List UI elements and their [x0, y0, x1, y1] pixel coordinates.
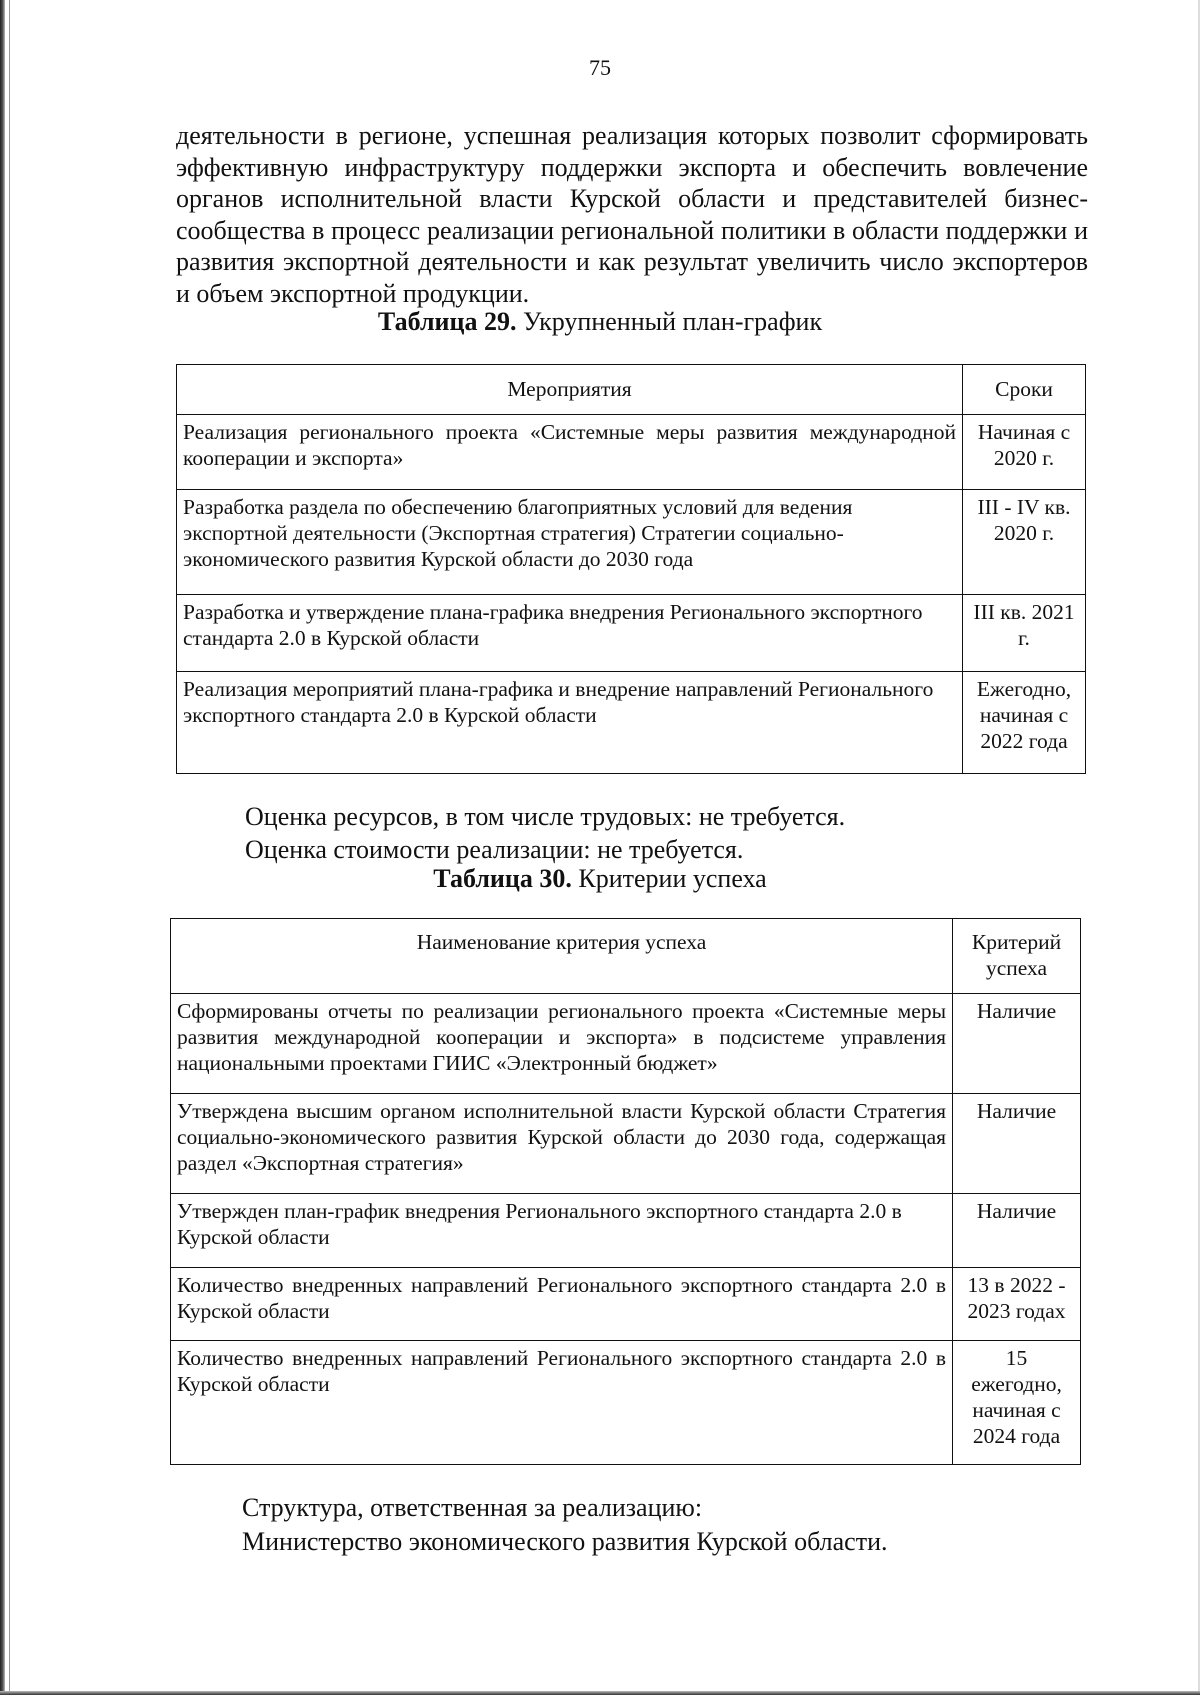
table-30-caption-title: Критерии успеха: [571, 864, 767, 893]
table-29-caption-title: Укрупненный план-график: [516, 307, 823, 336]
table-cell-criterion: Количество внедренных направлений Регионального экспортного стандарта 2.0 в Курской области: [171, 1268, 953, 1341]
table-cell-criterion: Количество внедренных направлений Регионального экспортного стандарта 2.0 в Курской области: [171, 1341, 953, 1465]
table-29-header-activities: Мероприятия: [177, 365, 963, 415]
responsible-label: Структура, ответственная за реализацию:: [242, 1493, 703, 1522]
table-cell-criterion: Утверждена высшим органом исполнительной власти Курской области Стратегия социально-экономического развития Курской области до 2030 года, содержащая раздел «Экспортная стратегия»: [171, 1094, 953, 1194]
table-30-header-value: Критерий успеха: [953, 919, 1081, 994]
table-cell-term: Начиная с 2020 г.: [963, 415, 1086, 490]
table-cell-criterion: Утвержден план-график внедрения Регионального экспортного стандарта 2.0 в Курской области: [171, 1194, 953, 1268]
table-30-caption: [0, 864, 1200, 894]
table-cell-term: III кв. 2021 г.: [963, 595, 1086, 672]
table-row: [171, 994, 1081, 1094]
scan-left-line: [9, 0, 10, 1695]
table-cell-term: Ежегодно, начиная с 2022 года: [963, 672, 1086, 774]
table-row: [171, 1268, 1081, 1341]
resources-estimate: Оценка ресурсов, в том числе трудовых: не требуется.: [245, 802, 846, 831]
table-row: [177, 595, 1086, 672]
table-cell-value: 13 в 2022 - 2023 годах: [953, 1268, 1081, 1341]
table-row: [177, 415, 1086, 490]
table-cell-activity: Реализация мероприятий плана-графика и внедрение направлений Регионального экспортного стандарта 2.0 в Курской области: [177, 672, 963, 774]
table-row: [171, 1341, 1081, 1465]
table-cell-activity: Реализация регионального проекта «Системные меры развития международной кооперации и экспорта»: [177, 415, 963, 490]
table-cell-activity: Разработка и утверждение плана-графика внедрения Регионального экспортного стандарта 2.0 в Курской области: [177, 595, 963, 672]
table-row: [177, 490, 1086, 595]
table-30: [170, 918, 1081, 1465]
table-29-caption-number: Таблица 29.: [377, 307, 517, 336]
table-cell-value: Наличие: [953, 994, 1081, 1094]
table-30-caption-number: Таблица 30.: [433, 864, 572, 893]
table-29-caption: [0, 307, 1200, 337]
responsible-value: Министерство экономического развития Курской области.: [242, 1527, 888, 1556]
table-row: [171, 1194, 1081, 1268]
table-29-header-terms: Сроки: [963, 365, 1086, 415]
table-row: [171, 1094, 1081, 1194]
table-cell-criterion: Сформированы отчеты по реализации регионального проекта «Системные меры развития международной кооперации и экспорта» в подсистеме управления национальными проектами ГИИС «Электронный бюджет»: [171, 994, 953, 1094]
table-header-row: [177, 365, 1086, 415]
cost-estimate: Оценка стоимости реализации: не требуется.: [245, 835, 744, 864]
table-cell-term: III - IV кв. 2020 г.: [963, 490, 1086, 595]
table-cell-value: Наличие: [953, 1094, 1081, 1194]
table-29: [176, 364, 1086, 774]
table-30-header-criterion: Наименование критерия успеха: [171, 919, 953, 994]
scan-left-edge: [0, 0, 5, 1695]
table-header-row: [171, 919, 1081, 994]
page-number: 75: [589, 55, 611, 80]
table-cell-activity: Разработка раздела по обеспечению благоприятных условий для ведения экспортной деятельности (Экспортная стратегия) Стратегии социально-экономического развития Курской области до 2030 года: [177, 490, 963, 595]
table-cell-value: 15 ежегодно, начиная с 2024 года: [953, 1341, 1081, 1465]
table-cell-value: Наличие: [953, 1194, 1081, 1268]
intro-paragraph: деятельности в регионе, успешная реализация которых позволит сформировать эффективную инфраструктуру поддержки экспорта и обеспечить вовлечение органов исполнительной власти Курской области и представителей бизнес-сообщества в процесс реализации региональной политики в области поддержки и развития экспортной деятельности и как результат увеличить число экспортеров и объем экспортной продукции.: [176, 121, 1088, 308]
table-row: [177, 672, 1086, 774]
scan-bottom-edge: [0, 1691, 1200, 1695]
